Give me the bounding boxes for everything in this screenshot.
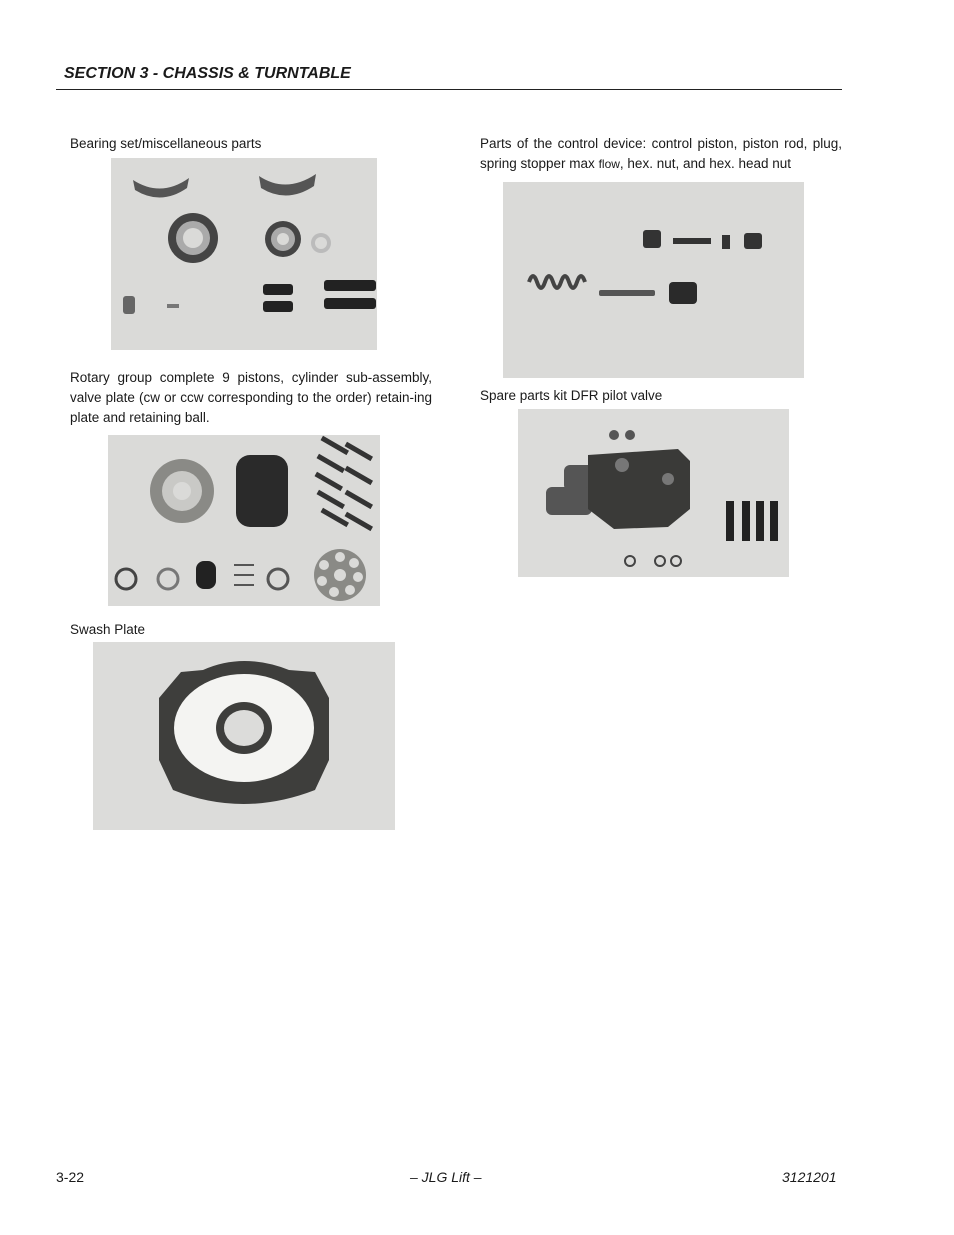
- page-number: 3-22: [56, 1169, 85, 1185]
- caption-pilot-valve: Spare parts kit DFR pilot valve: [480, 388, 663, 403]
- caption-control-device: [480, 134, 842, 174]
- caption-rotary-group: Rotary group complete 9 pistons, cylinder sub-assembly, valve plate (cw or ccw corresponding to the order) retain-ing plate and retaining ball.: [70, 370, 432, 425]
- photo-swash-plate: [93, 642, 395, 830]
- photo-pilot-valve: [518, 409, 789, 577]
- caption-control-device-small: flow: [598, 157, 620, 171]
- caption-bearing-set: Bearing set/miscellaneous parts: [70, 136, 262, 151]
- photo-control-device: [503, 182, 804, 378]
- caption-control-device-tail: , hex. nut, and hex. head nut: [619, 156, 792, 171]
- footer-center: – JLG Lift –: [410, 1169, 482, 1185]
- header-rule: [56, 89, 842, 90]
- photo-rotary-group: [108, 435, 380, 606]
- section-title: SECTION 3 - CHASSIS & TURNTABLE: [64, 65, 351, 82]
- caption-swash-plate: Swash Plate: [70, 622, 146, 637]
- caption-control-device-main: Parts of the control device: control piston, piston rod, plug, spring stopper max: [480, 136, 842, 171]
- photo-bearing-set: [111, 158, 377, 350]
- doc-number: 3121201: [782, 1169, 837, 1185]
